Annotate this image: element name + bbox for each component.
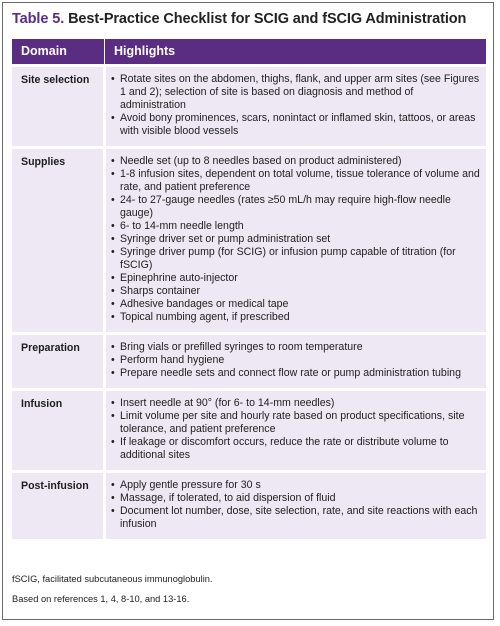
- table-number: Table 5.: [12, 11, 65, 27]
- list-item: • Avoid bony prominences, scars, nonintact or inflamed skin, tattoos, or areas with visible blood vessels: [111, 112, 482, 138]
- list-item: • Document lot number, dose, site selection, rate, and site reactions with each infusion: [111, 505, 482, 531]
- domain-cell: Preparation: [12, 334, 105, 390]
- highlights-cell: [105, 334, 487, 390]
- list-item: • Sharps container: [111, 285, 482, 298]
- footnotes: [12, 573, 213, 613]
- highlights-cell: [105, 66, 487, 148]
- header-highlights: Highlights: [105, 39, 487, 66]
- table-title: [12, 11, 466, 27]
- list-item: • Apply gentle pressure for 30 s: [111, 479, 482, 492]
- highlights-list: [111, 341, 482, 380]
- list-item: • 1-8 infusion sites, dependent on total volume, tissue tolerance of volume and rate, and patient preference: [111, 168, 482, 194]
- list-item: • Topical numbing agent, if prescribed: [111, 311, 482, 324]
- table-row: [12, 66, 486, 148]
- list-item: • Rotate sites on the abdomen, thighs, flank, and upper arm sites (see Figures 1 and 2); selection of site is based on diagnosis and method of administration: [111, 73, 482, 112]
- highlights-list: [111, 73, 482, 138]
- list-item: • Syringe driver pump (for SCIG) or infusion pump capable of titration (for fSCIG): [111, 246, 482, 272]
- table-row: [12, 390, 486, 472]
- highlights-cell: [105, 148, 487, 334]
- references-note: Based on references 1, 4, 8-10, and 13-16.: [12, 594, 190, 604]
- checklist-table: [12, 39, 486, 539]
- highlights-list: [111, 155, 482, 324]
- abbreviation-note: fSCIG, facilitated subcutaneous immunoglobulin.: [12, 574, 213, 584]
- list-item: • Insert needle at 90° (for 6- to 14-mm needles): [111, 397, 482, 410]
- list-item: • Limit volume per site and hourly rate based on product specifications, site tolerance, and patient preference: [111, 410, 482, 436]
- list-item: • Adhesive bandages or medical tape: [111, 298, 482, 311]
- table-row: [12, 472, 486, 540]
- table-row: [12, 148, 486, 334]
- highlights-list: [111, 479, 482, 531]
- domain-cell: Post-infusion: [12, 472, 105, 540]
- table-caption: Best-Practice Checklist for SCIG and fSCIG Administration: [68, 11, 467, 27]
- list-item: • If leakage or discomfort occurs, reduce the rate or distribute volume to additional sites: [111, 436, 482, 462]
- list-item: • Perform hand hygiene: [111, 354, 482, 367]
- domain-cell: Infusion: [12, 390, 105, 472]
- highlights-cell: [105, 390, 487, 472]
- list-item: • 6- to 14-mm needle length: [111, 220, 482, 233]
- list-item: • Massage, if tolerated, to aid dispersion of fluid: [111, 492, 482, 505]
- highlights-cell: [105, 472, 487, 540]
- list-item: • Bring vials or prefilled syringes to room temperature: [111, 341, 482, 354]
- list-item: • 24- to 27-gauge needles (rates ≥50 mL/h may require high-flow needle gauge): [111, 194, 482, 220]
- list-item: • Syringe driver set or pump administration set: [111, 233, 482, 246]
- domain-cell: Site selection: [12, 66, 105, 148]
- list-item: • Prepare needle sets and connect flow rate or pump administration tubing: [111, 367, 482, 380]
- header-domain: Domain: [12, 39, 105, 66]
- table-card: [2, 2, 494, 620]
- highlights-list: [111, 397, 482, 462]
- header-row: [12, 39, 486, 66]
- domain-cell: Supplies: [12, 148, 105, 334]
- list-item: • Needle set (up to 8 needles based on product administered): [111, 155, 482, 168]
- table-row: [12, 334, 486, 390]
- list-item: • Epinephrine auto-injector: [111, 272, 482, 285]
